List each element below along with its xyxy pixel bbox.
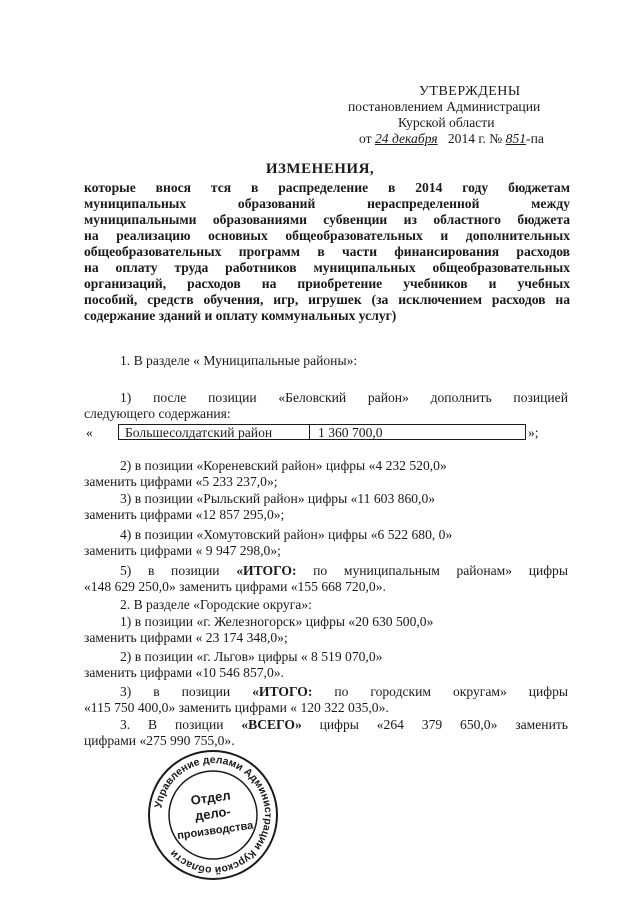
section-3-paragraph: 3. В позиции «ВСЕГО» цифры «264 379 650,0» заменить цифрами «275 990 755,0». [84,717,568,748]
item-1-paragraph: 1) после позиции «Беловский район» дополнить позицией следующего содержания: [84,390,568,421]
office-stamp [146,748,280,882]
table-close-quote: »; [528,425,539,440]
subtitle-line: пособий, средств обучения, игр, игрушек (за исключением расходов на [84,292,570,307]
section-2-heading: 2. В разделе «Городские округа»: [120,597,312,612]
stamp-line-3: производства [176,819,254,843]
inserted-table-row [86,424,566,442]
document-subtitle [84,180,570,324]
approved-number: 851 [505,131,527,146]
item-5-paragraph: 5) в позиции «ИТОГО: по муниципальным районам» цифры «148 629 250,0» заменить цифрами «155 668 720,0». [84,563,568,594]
document-title: ИЗМЕНЕНИЯ, [265,161,375,177]
subtitle-line: которые внося тся в распределение в 2014 году бюджетам [84,180,570,195]
subtitle-line: муниципальными образованиями субвенции из областного бюджета [84,212,570,227]
item-4-paragraph: 4) в позиции «Хомутовский район» цифры «6 522 680, 0» заменить цифрами « 9 947 298,0»; [84,527,453,558]
item-3-paragraph: 3) в позиции «Рыльский район» цифры «11 603 860,0» заменить цифрами «12 857 295,0»; [84,491,436,522]
subtitle-line: муниципальных образований нераспределенной между [84,196,570,211]
stamp-line-1: Отдел [189,787,232,808]
section-1-heading: 1. В разделе « Муниципальные районы»: [120,353,358,368]
item-2-paragraph: 2) в позиции «Кореневский район» цифры «4 232 520,0» заменить цифрами «5 233 237,0»; [84,458,447,489]
approved-by-resolution: постановлением Администрации [348,99,541,114]
table-cell-district: Большесолдатский район [118,424,310,440]
section-2-item-3: 3) в позиции «ИТОГО: по городским округам» цифры «115 750 400,0» заменить цифрами « 120 322 035,0». [84,684,569,715]
subtitle-line: на реализацию основных общеобразовательных и дополнительных [84,228,570,243]
approved-date: 24 декабря [374,131,438,146]
approved-region: Курской области [398,115,495,130]
approved-heading: УТВЕРЖДЕНЫ [419,84,521,99]
grand-total-label: «ВСЕГО» [241,717,302,732]
subtitle-line: общеобразовательных программ в части финансирования расходов [84,244,570,259]
total-label: «ИТОГО: [252,684,313,699]
subtitle-line: организаций, расходов на приобретение учебников и учебных [84,276,570,291]
subtitle-line: содержание зданий и оплату коммунальных услуг) [84,308,397,323]
stamp-line-2: дело- [193,803,232,824]
section-2-item-2: 2) в позиции «г. Льгов» цифры « 8 519 070,0» заменить цифрами «10 546 857,0». [84,649,383,680]
section-2-item-1: 1) в позиции «г. Железногорск» цифры «20 630 500,0» заменить цифрами « 23 174 348,0»; [84,614,434,645]
table-cell-amount: 1 360 700,0 [310,424,526,440]
total-label: «ИТОГО: [236,563,297,578]
subtitle-line: на оплату труда работников муниципальных общеобразовательных [84,260,570,275]
stamp-ring-text: Управление делами Администрации Курской области [152,753,275,877]
table-open-quote: « [86,425,93,440]
approved-date-number: от 24 декабря 2014 г. № 851-па [359,131,544,146]
